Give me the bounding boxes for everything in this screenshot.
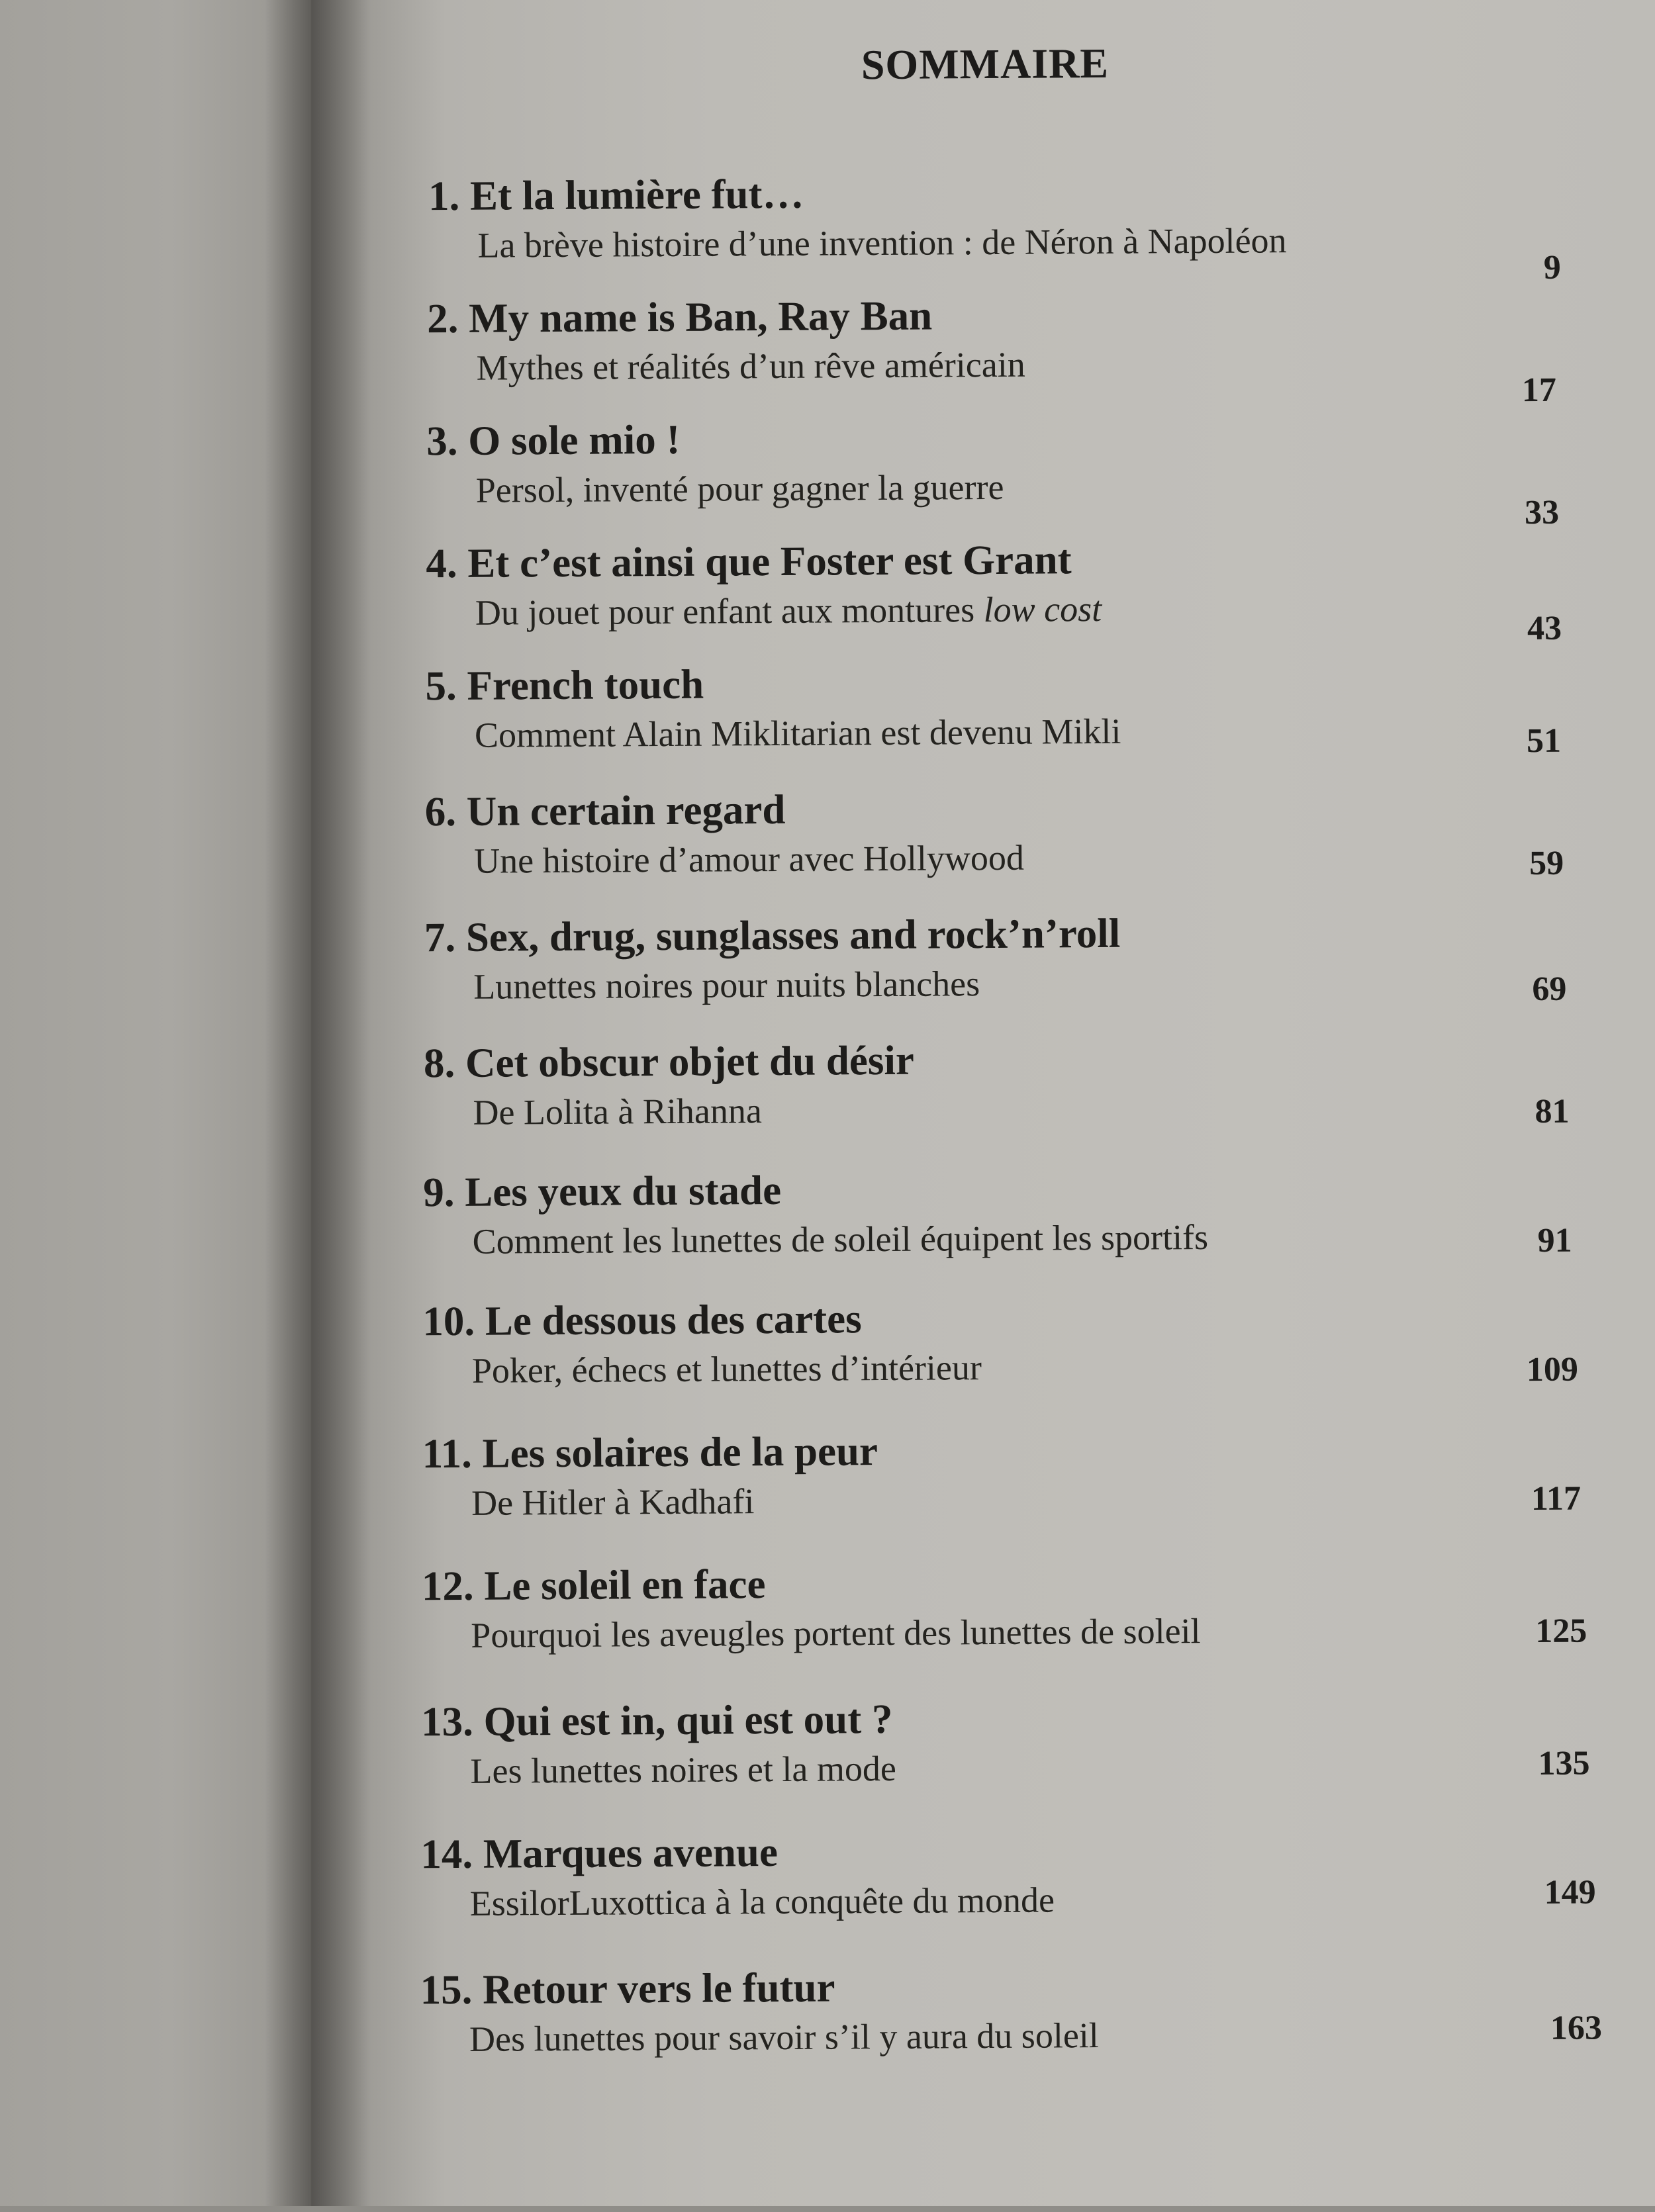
entry-title <box>424 786 785 836</box>
entry-number: 5. <box>425 662 457 710</box>
toc-entry <box>420 1691 1590 1818</box>
entry-subtitle: Lunettes noires pour nuits blanches <box>473 964 980 1007</box>
entry-title <box>422 1560 766 1610</box>
entry-page-number: 51 <box>1526 721 1562 760</box>
entry-number: 1. <box>428 172 460 220</box>
entry-subtitle-italic: low cost <box>983 588 1102 630</box>
entry-title <box>426 416 681 465</box>
toc-entry <box>428 165 1587 291</box>
entry-number: 8. <box>423 1039 455 1087</box>
entry-page-number: 91 <box>1537 1221 1572 1260</box>
entry-title-text: My name is Ban, Ray Ban <box>468 292 933 342</box>
toc-entry <box>420 1823 1596 1950</box>
entry-number: 9. <box>422 1168 455 1216</box>
entry-title <box>420 1963 835 2014</box>
entry-number: 4. <box>426 539 457 587</box>
entry-title-text: Cet obscur objet du désir <box>465 1037 915 1086</box>
entry-title <box>422 1295 862 1346</box>
entry-page-number: 149 <box>1544 1873 1596 1912</box>
toc-entry <box>422 1423 1581 1549</box>
entry-title-text: Et la lumière fut… <box>469 170 804 219</box>
toc-entry <box>422 1291 1582 1417</box>
toc-entry <box>427 288 1586 414</box>
entry-title <box>420 1828 778 1878</box>
entry-number: 6. <box>424 788 457 835</box>
entry-number: 3. <box>426 417 458 465</box>
entry-page-number: 17 <box>1521 371 1557 410</box>
entry-title <box>427 292 933 344</box>
toc-entry <box>425 655 1584 782</box>
entry-number: 11. <box>422 1430 473 1477</box>
entry-subtitle: Comment les lunettes de soleil équipent les sportifs <box>472 1217 1209 1262</box>
entry-title <box>425 661 704 711</box>
entry-title-text: Sex, drug, sunglasses and rock’n’roll <box>465 909 1121 960</box>
entry-subtitle: EssilorLuxottica à la conquête du monde <box>469 1880 1055 1923</box>
entry-subtitle <box>475 588 1102 633</box>
entry-page-number: 9 <box>1543 248 1561 287</box>
entry-subtitle: Des lunettes pour savoir s’il y aura du soleil <box>469 2015 1100 2059</box>
entry-title <box>428 170 804 220</box>
entry-subtitle: Les lunettes noires et la mode <box>470 1748 897 1791</box>
entry-page-number: 135 <box>1538 1744 1590 1782</box>
entry-number: 7. <box>424 913 456 961</box>
entry-subtitle: La brève histoire d’une invention : de Néron à Napoléon <box>477 220 1287 265</box>
entry-title-text: Le soleil en face <box>484 1561 766 1609</box>
entry-title-text: Et c’est ainsi que Foster est Grant <box>467 536 1072 586</box>
entry-title <box>423 1166 781 1217</box>
entry-subtitle: De Hitler à Kadhafi <box>471 1481 755 1523</box>
entry-title-text: French touch <box>467 661 704 709</box>
entry-subtitle: Persol, inventé pour gagner la guerre <box>475 467 1004 510</box>
entry-page-number: 33 <box>1524 493 1560 532</box>
entry-page-number: 43 <box>1527 609 1562 648</box>
entry-title <box>422 1427 878 1478</box>
entry-subtitle-text: Du jouet pour enfant aux montures <box>475 590 975 633</box>
toc-entry <box>424 781 1584 907</box>
entry-page-number: 81 <box>1535 1092 1570 1131</box>
entry-title-text: Le dessous des cartes <box>485 1295 862 1344</box>
entry-title-text: Les yeux du stade <box>464 1166 782 1215</box>
entry-title <box>424 909 1121 962</box>
page-title: SOMMAIRE <box>861 39 1110 89</box>
toc-entry <box>424 1033 1583 1159</box>
entry-subtitle: Pourquoi les aveugles portent des lunettes de soleil <box>471 1611 1201 1655</box>
entry-title-text: Qui est in, qui est out ? <box>483 1695 893 1745</box>
entry-number: 2. <box>426 295 459 342</box>
entry-title-text: Les solaires de la peur <box>482 1428 878 1477</box>
entry-title <box>424 1037 914 1088</box>
toc-entry <box>423 1162 1582 1288</box>
entry-title-text: O sole mio ! <box>468 416 681 464</box>
toc-entry <box>421 1555 1587 1682</box>
toc-entry <box>426 410 1585 537</box>
entry-number: 15. <box>420 1966 473 2013</box>
entry-page-number: 69 <box>1532 970 1567 1009</box>
entry-page-number: 59 <box>1529 844 1564 883</box>
entry-title-text: Un certain regard <box>466 786 786 835</box>
entry-page-number: 117 <box>1531 1479 1582 1518</box>
toc-entry <box>420 1959 1603 2086</box>
entry-page-number: 125 <box>1535 1612 1587 1651</box>
entry-subtitle: Poker, échecs et lunettes d’intérieur <box>471 1348 982 1391</box>
entry-subtitle: De Lolita à Rihanna <box>473 1091 763 1132</box>
entry-subtitle: Une histoire d’amour avec Hollywood <box>473 837 1025 881</box>
entry-page-number: 163 <box>1550 2009 1603 2047</box>
entry-title <box>421 1695 893 1746</box>
toc-entry <box>424 907 1584 1033</box>
entry-subtitle: Comment Alain Miklitarian est devenu Mikli <box>474 711 1121 755</box>
entry-page-number: 109 <box>1526 1350 1579 1389</box>
entry-number: 12. <box>421 1562 474 1610</box>
entry-number: 13. <box>420 1698 474 1745</box>
entry-title-text: Marques avenue <box>483 1829 779 1877</box>
entry-title <box>426 535 1072 588</box>
entry-subtitle: Mythes et réalités d’un rêve américain <box>476 344 1025 388</box>
toc-entry <box>426 533 1585 659</box>
entry-number: 14. <box>420 1830 473 1878</box>
entry-number: 10. <box>422 1297 475 1345</box>
entry-title-text: Retour vers le futur <box>482 1964 835 2013</box>
